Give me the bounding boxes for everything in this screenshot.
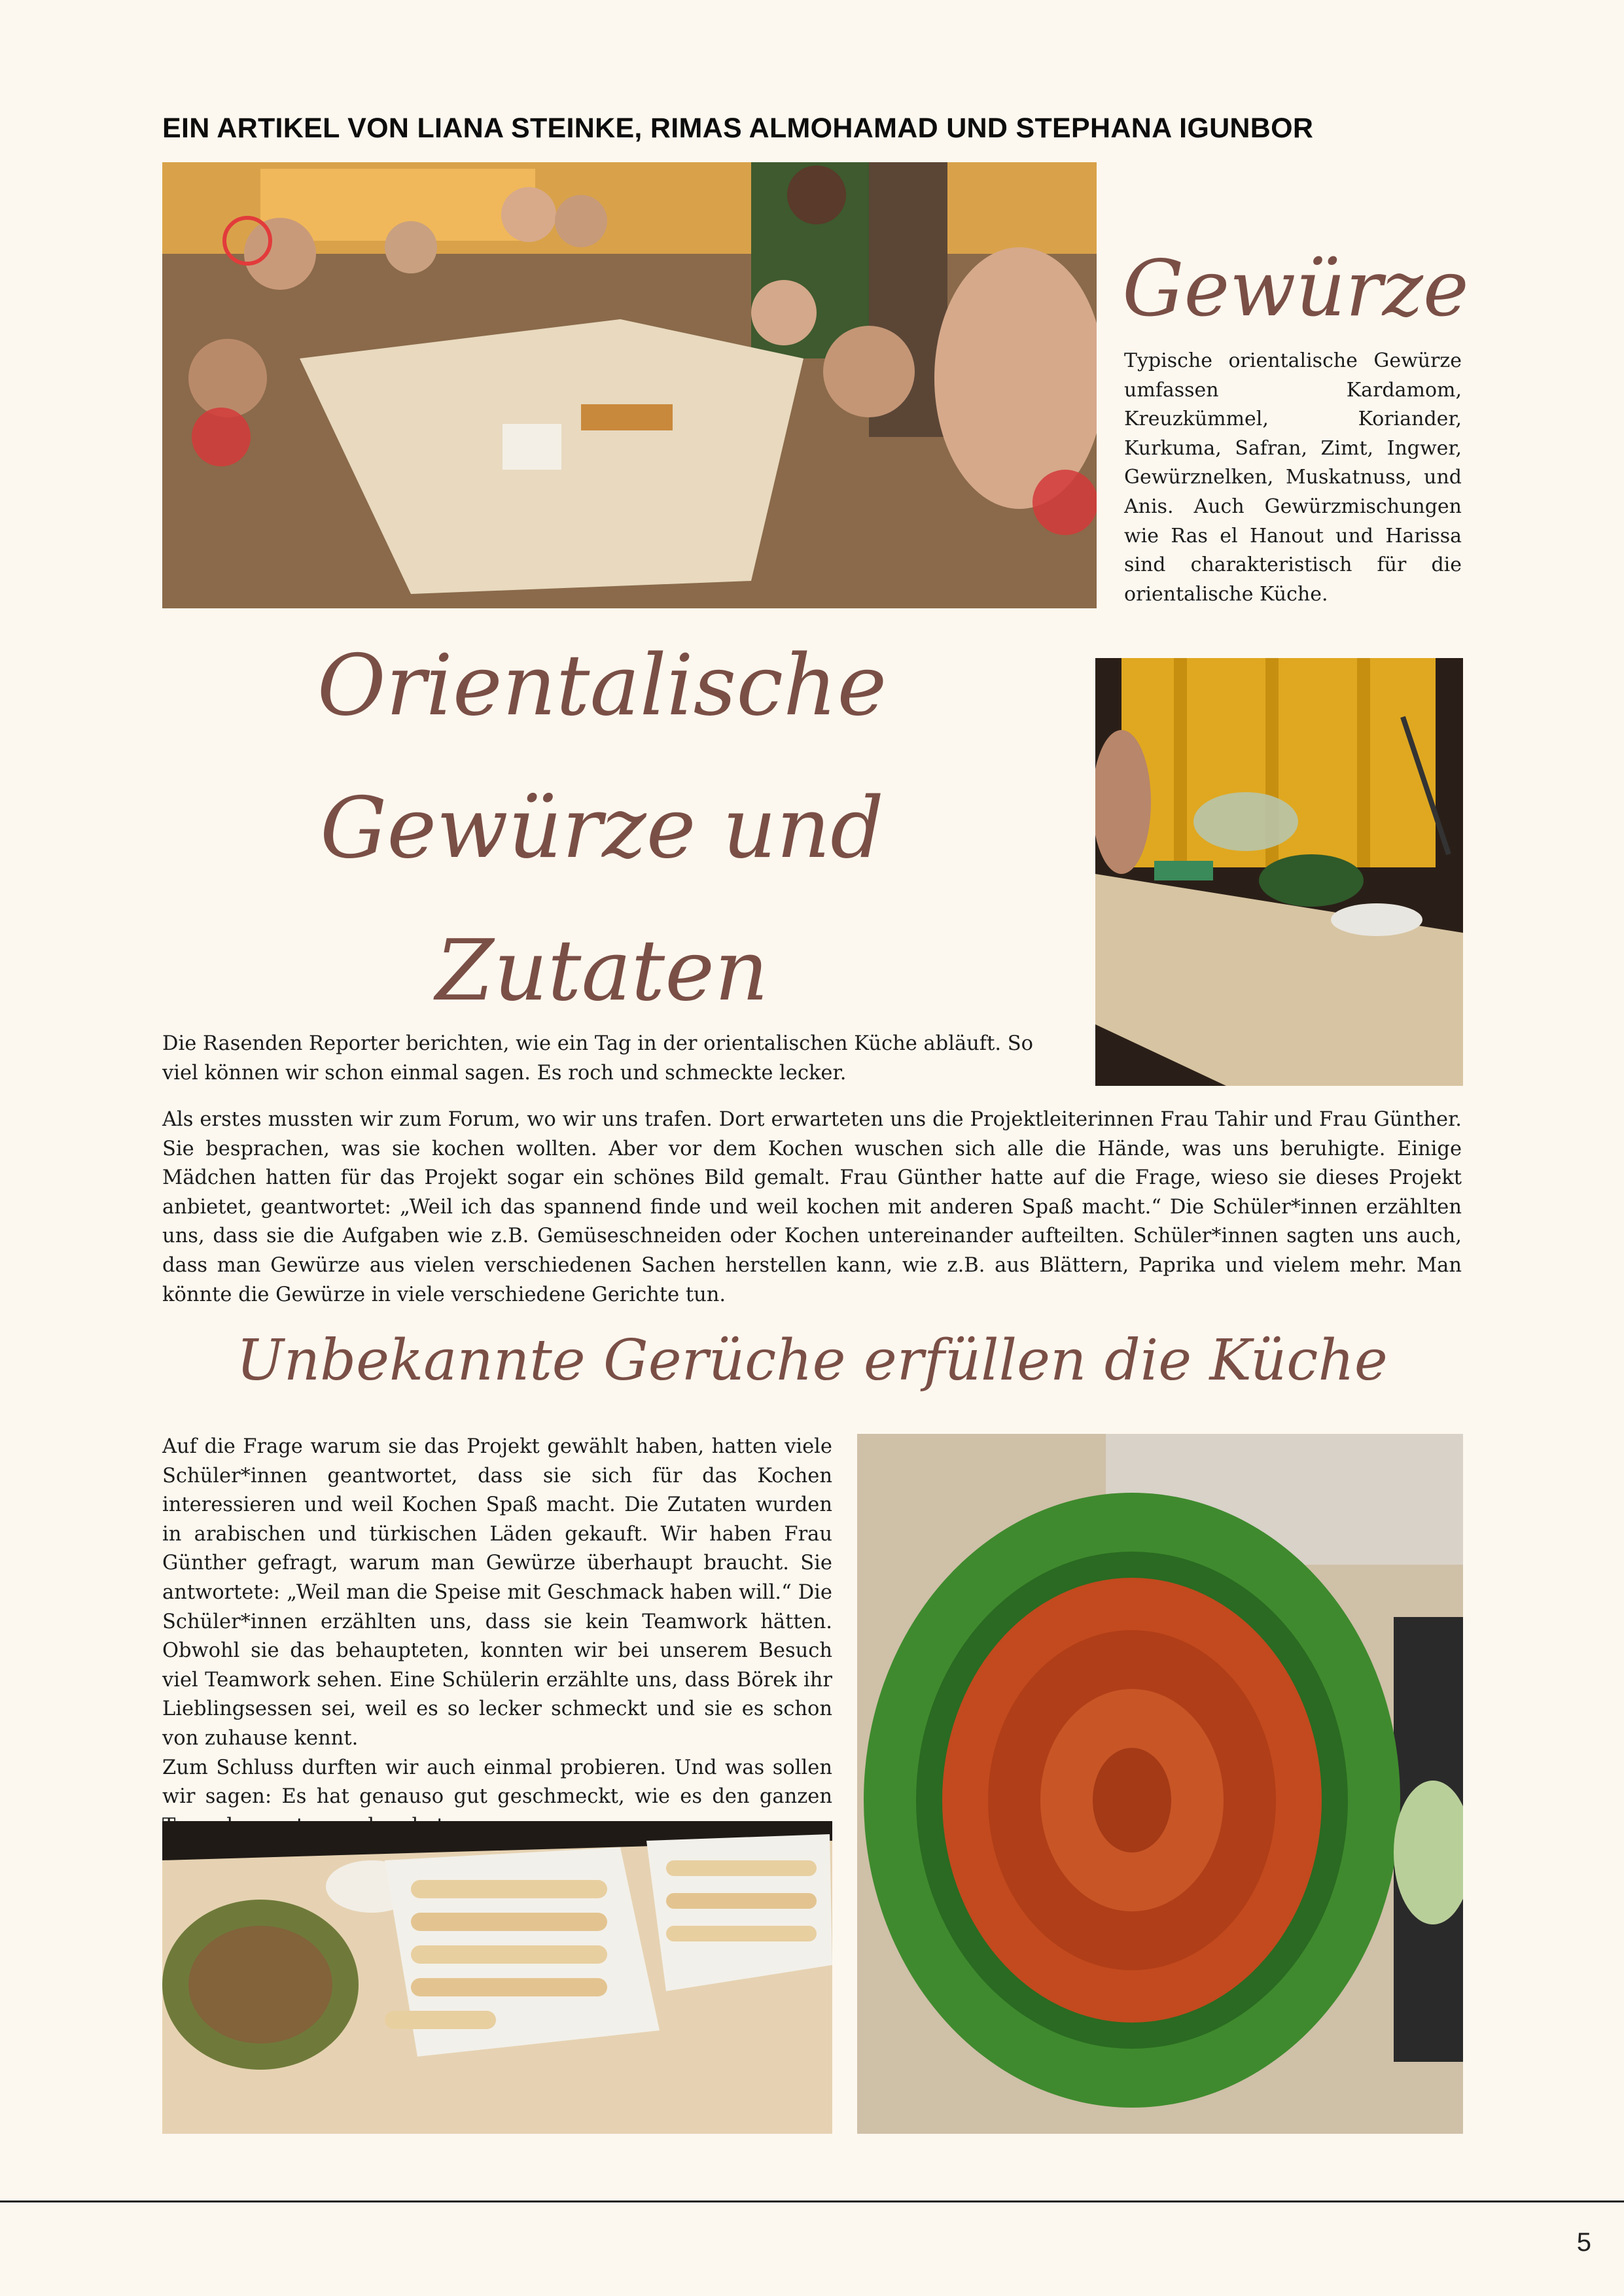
footer-rule <box>0 2200 1624 2202</box>
kitchen-photo <box>1095 658 1463 1086</box>
main-title <box>196 615 1008 1043</box>
paragraph-2a: Auf die Frage warum sie das Projekt gewählt haben, hatten viele Schüler*innen geantwortet, dass sie sich für das Kochen interessieren und weil Kochen Spaß macht. Die Zutaten wurden in arabischen und türkischen Läden gekauft. Wir haben Frau Günther gefragt, warum man Gewürze überhaupt braucht. Sie antwortete: „Weil man die Speise mit Geschmack haben will.“ Die Schüler*innen erzählten uns, dass sie kein Teamwork hätten. Obwohl sie das behaupteten, konnten wir bei unserem Besuch viel Teamwork sehen. Eine Schülerin erzählte uns, dass Börek ihr Lieblingsessen sei, weil es so lecker schmeckt und sie es schon von zuhause kennt. <box>162 1435 832 1750</box>
main-title-line2: Gewürze und <box>320 780 884 877</box>
main-title-line3: Zutaten <box>435 922 769 1020</box>
sidebar-title: Gewürze <box>1122 243 1469 334</box>
intro-text: Die Rasenden Reporter berichten, wie ein Tag in der orientalischen Küche abläuft. So viel können wir schon einmal sagen. Es roch und schmeckte lecker. <box>162 1032 1033 1085</box>
boerek-photo <box>162 1821 832 2134</box>
paragraph-2 <box>162 1433 832 1841</box>
sidebar-text: Typische orientalische Gewürze umfassen Kardamom, Kreuzkümmel, Koriander, Kurkuma, Safran, Zimt, Ingwer, Gewürznelken, Muskatnuss, und Anis. Auch Gewürzmischungen wie Ras el Hanout und Harissa sind charakteristisch für die orientalische Küche. <box>1124 349 1462 606</box>
page-number: 5 <box>1576 2228 1591 2257</box>
subheading: Unbekannte Gerüche erfüllen die Küche <box>236 1328 1388 1393</box>
group-photo <box>162 162 1097 608</box>
paragraph-1: Als erstes mussten wir zum Forum, wo wir uns trafen. Dort erwarteten uns die Projektleiterinnen Frau Tahir und Frau Günther. Sie besprachen, was sie kochen wollten. Aber vor dem Kochen wuschen sich alle die Hände, was uns beruhigte. Einige Mädchen hatten für das Projekt sogar ein schönes Bild gemalt. Frau Günther hatte auf die Frage, wieso sie dieses Projekt anbietet, geantwortet: „Weil ich das spannend finde und weil kochen mit anderen Spaß macht.“ Die Schüler*innen erzählten uns, dass sie die Aufgaben wie z.B. Gemüseschneiden oder Kochen untereinander aufteilten. Schüler*innen sagten uns auch, dass man Gewürze aus vielen verschiedenen Sachen herstellen kann, wie z.B. aus Blättern, Paprika und vielem mehr. Man könnte die Gewürze in viele verschiedene Gerichte tun. <box>162 1108 1462 1306</box>
platter-photo <box>857 1434 1463 2134</box>
main-title-line1: Orientalische <box>317 637 887 735</box>
paragraph-2b: Zum Schluss durften wir auch einmal probieren. Und was sollen wir sagen: Es hat genauso gut geschmeckt, wie es den ganzen <box>162 1756 832 1809</box>
article-byline: EIN ARTIKEL VON LIANA STEINKE, RIMAS ALMOHAMAD UND STEPHANA IGUNBOR <box>162 113 1314 144</box>
